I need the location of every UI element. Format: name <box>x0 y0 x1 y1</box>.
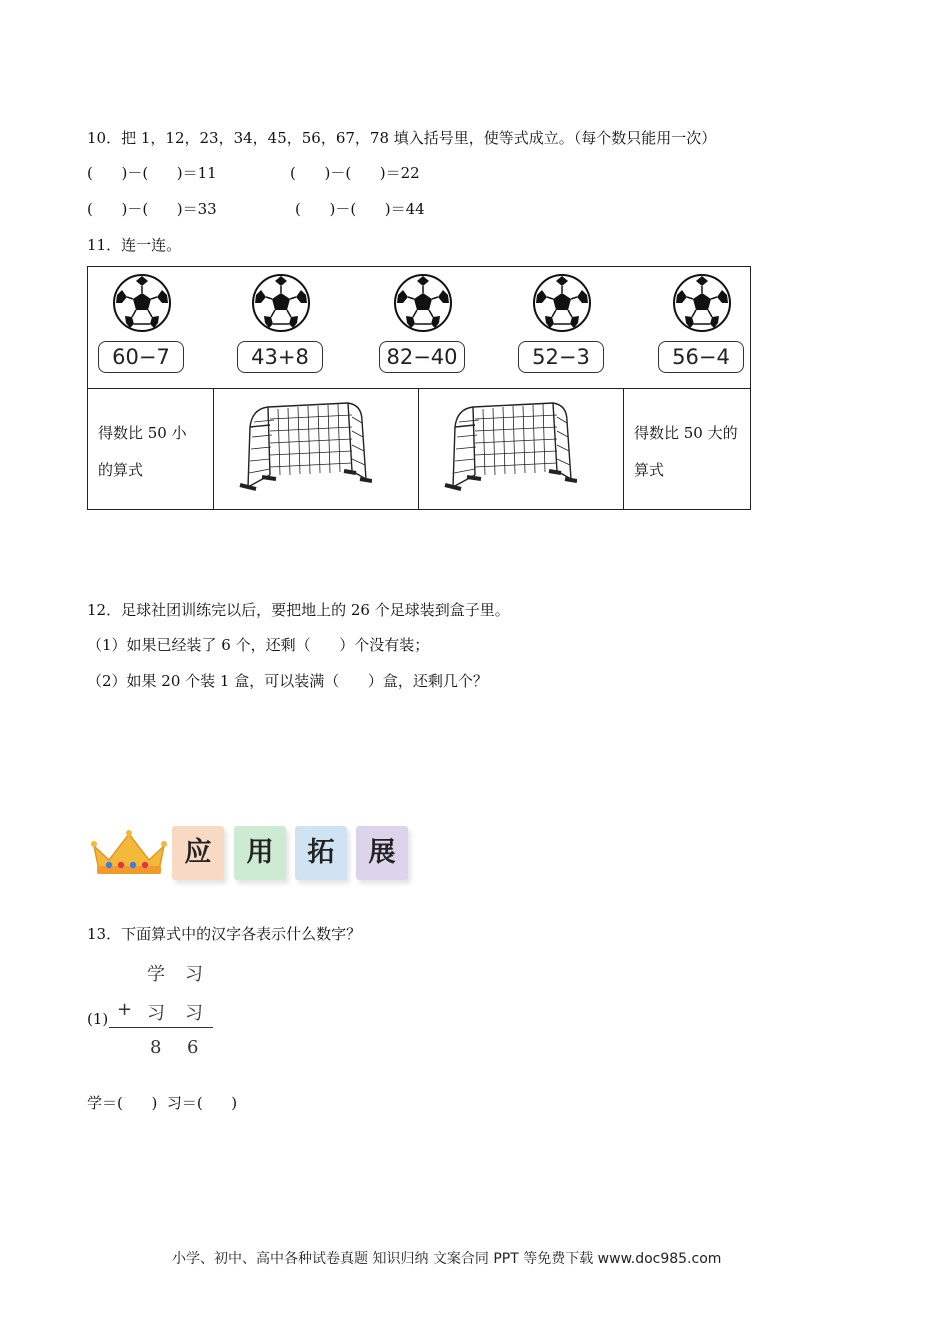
left-category-cell <box>88 389 214 509</box>
banner-tile-4: 展 <box>356 826 408 880</box>
vertical-row1-char-1: 学 <box>147 964 165 985</box>
right-label-line-1: 得数比 50 大的 <box>634 424 738 442</box>
soccer-ball-icon <box>672 273 732 333</box>
goal-cell-1[interactable] <box>214 389 419 509</box>
q12-title: 12．足球社团训练完以后，要把地上的 26 个足球装到盒子里。 <box>87 601 510 619</box>
soccer-ball-icon <box>112 273 172 333</box>
soccer-ball-icon <box>251 273 311 333</box>
q12-part-2: （2）如果 20 个装 1 盒，可以装满（ ）盒，还剩几个？ <box>87 672 488 690</box>
q10-title: 10．把 1，12，23，34，45，56，67，78 填入括号里，使等式成立。（每个数只能用一次） <box>87 129 717 147</box>
q11-title: 11．连一连。 <box>87 236 182 254</box>
result-digit-1: 8 <box>150 1037 162 1058</box>
vertical-row2-char-1: 习 <box>147 1003 165 1024</box>
goal-cell-2[interactable] <box>419 389 624 509</box>
ball-item-4[interactable] <box>518 271 608 383</box>
vertical-row1-char-2: 习 <box>185 964 203 985</box>
q13-part-label: (1) <box>87 1010 109 1028</box>
matching-table <box>87 266 751 510</box>
ball-item-3[interactable] <box>379 271 469 383</box>
right-category-cell <box>624 389 750 509</box>
crown-icon <box>89 828 169 878</box>
ball-item-2[interactable] <box>237 271 327 383</box>
soccer-goal-icon <box>228 397 372 497</box>
expression-box: 56−4 <box>658 341 744 373</box>
right-label-line-2: 算式 <box>634 461 665 479</box>
q13-title: 13．下面算式中的汉字各表示什么数字？ <box>87 925 362 943</box>
soccer-goal-icon <box>433 397 577 497</box>
plus-sign: + <box>117 999 133 1020</box>
q10-equation-3: ( )－( )＝33 <box>87 200 217 218</box>
q10-equation-1: ( )－( )＝11 <box>87 164 217 182</box>
expression-box: 82−40 <box>379 341 465 373</box>
ball-item-1[interactable] <box>98 271 188 383</box>
q13-answer: 学＝( ) 习＝( ) <box>87 1094 238 1112</box>
soccer-ball-icon <box>393 273 453 333</box>
result-digit-2: 6 <box>187 1037 199 1058</box>
banner-tile-3: 拓 <box>295 826 347 880</box>
right-category-label <box>634 415 738 489</box>
footer-text: 小学、初中、高中各种试卷真题 知识归纳 文案合同 PPT 等免费下载 www.doc985.com <box>172 1251 722 1267</box>
expression-box: 60−7 <box>98 341 184 373</box>
left-label-line-1: 得数比 50 小 <box>98 424 187 442</box>
q10-equation-4: ( )－( )＝44 <box>295 200 425 218</box>
q10-equation-2: ( )－( )＝22 <box>290 164 420 182</box>
left-category-label <box>98 415 187 489</box>
banner-tile-2: 用 <box>234 826 286 880</box>
soccer-ball-icon <box>532 273 592 333</box>
expression-box: 52−3 <box>518 341 604 373</box>
ball-item-5[interactable] <box>658 271 748 383</box>
left-label-line-2: 的算式 <box>98 461 144 479</box>
banner-tile-1: 应 <box>172 826 224 880</box>
vertical-sum-line <box>109 1027 213 1028</box>
q12-part-1: （1）如果已经装了 6 个，还剩（ ）个没有装； <box>87 636 430 654</box>
expression-box: 43+8 <box>237 341 323 373</box>
ball-row <box>88 267 750 389</box>
vertical-row2-char-2: 习 <box>185 1003 203 1024</box>
